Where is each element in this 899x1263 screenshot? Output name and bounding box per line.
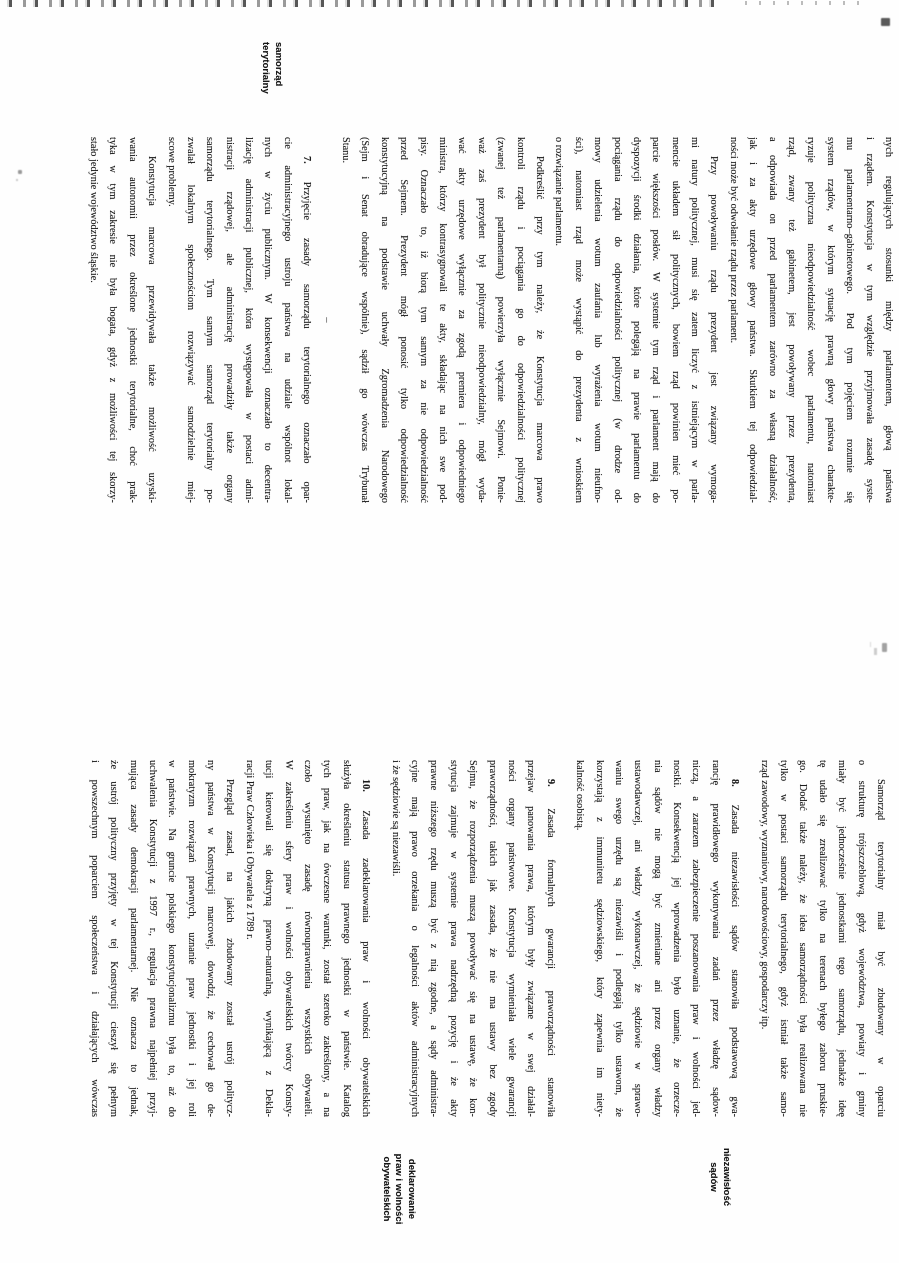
text-line: nych regulujących stosunki między parlamentem, głową państwa (883, 137, 894, 503)
scan-speck-artifact (18, 170, 22, 174)
text-line: Przegląd zasad, na jakich zbudowany został ustrój politycz- (224, 779, 236, 1117)
text-line: lizację administracji publicznej, która występowała w postaci admi- (243, 137, 255, 503)
text-line: i powszechnym poparciem społeczeństwa i działających wówczas (88, 760, 100, 1117)
text-line: tyka w tym zakresie nie była bogata, gdyż z możliwości tej skorzy- (107, 137, 119, 503)
text-line: parcie większości posłów. W systemie tym rząd i parlament mają do (650, 137, 662, 503)
text-line: Stanu. (340, 137, 352, 164)
text-line: ności może być odwołanie rządu przez parlament. (727, 137, 739, 344)
margin-note-line: deklarowanie (406, 1158, 417, 1220)
text-line: ności organy państwowe. Konstytucja wymieniała wiele gwarancji (505, 760, 517, 1117)
text-line: uchwalenia Konstytucji z 1997 r., regulacja prawna najpełniej przyj- (146, 760, 158, 1117)
text-line: (Sejm i Senat obradujące wspólnie), sądził go wówczas Trybunał (359, 137, 371, 503)
text-line: tych praw, jak na ówczesne warunki, został szeroko zakreślony, a na (321, 760, 333, 1117)
margin-note-line: sądów (708, 1162, 720, 1192)
margin-note-deklarowanie-praw (379, 1136, 417, 1242)
margin-note-niezawislosc-sadow (707, 1138, 732, 1216)
text-line: 7. Przyjęcie zasady samorządu terytorialnego oznaczało opar- (301, 156, 313, 503)
left-page-text-block (84, 137, 898, 503)
scan-speck-artifact (882, 643, 887, 652)
text-line: rancję prawidłowego wykonywania zadań przez władzę sądow- (709, 760, 721, 1117)
text-line: nia sądów nie mogą być zmieniane ani przez organy władzy (651, 760, 663, 1117)
text-line: w państwie. Na gruncie polskiego konstytucjonalizmu była to, aż do (166, 760, 178, 1117)
text-line: nistracji rządowej, ale administrację prowadziły także organy (223, 137, 235, 503)
text-line: o rozwiązanie parlamentu. (553, 137, 565, 246)
text-line: stało jedynie województwo śląskie. (87, 137, 99, 283)
text-line: pisy. Oznaczało to, iż biorą tym samym za nie odpowiedzialność (417, 137, 429, 503)
text-line: ści), natomiast rząd może wystąpić do prezydenta z wnioskiem (572, 137, 584, 503)
text-line: racji Praw Człowieka i Obywatela z 1789 r. (243, 760, 255, 940)
text-line: konstytucyjną na podstawie uchwały Zgromadzenia Narodowego (378, 137, 390, 503)
text-line: jak i za akty urzędowe głowy państwa. Skutkiem tej odpowiedzial- (747, 137, 759, 503)
scan-edge-noise (0, 0, 714, 7)
text-line: scowe problemy. (165, 137, 177, 207)
text-line: ryzuje polityczna nieodpowiedzialność wobec parlamentu, natomiast (805, 137, 817, 503)
text-line: i że sędziowie są niezawiśli. (389, 760, 401, 877)
margin-note-line: obywatelskich (380, 1156, 392, 1222)
text-line: mi natury politycznej, musi się zatem liczyć z istniejącym w parla- (689, 137, 701, 503)
text-line: prawne niższego rzędu muszą być z nią zgodne, a sądy administra- (428, 760, 440, 1117)
text-line: rząd zawodowy, wyznaniowy, narodowościowy, gospodarczy itp. (758, 760, 770, 1030)
text-line: samorządu terytorialnego. Tym samym samorząd terytorialny po- (204, 137, 216, 503)
scan-artifact-dash: – (320, 317, 332, 323)
text-line: przejaw panowania prawa, którym były związane w swej działal- (525, 760, 537, 1117)
margin-note-line: terytorialny (260, 42, 272, 94)
text-line: kontroli rządu i pociągania go do odpowiedzialności politycznej (514, 137, 526, 503)
margin-note-line: praw i wolności (393, 1153, 405, 1225)
text-line: Podkreślić przy tym należy, że Konstytucja marcowa prawo (533, 156, 545, 503)
text-line: czoło wysunięto zasadę równouprawnienia wszystkich obywateli. (302, 760, 314, 1117)
text-line: mowy udzielenia wotum zaufania lub wyrażenia wotum nieufno- (592, 137, 604, 503)
text-line: Konstytucja marcowa przewidywała także możliwość uzyski- (146, 156, 158, 503)
text-line: i rządem. Konstytucja w tym względzie przyjmowała zasadę syste- (863, 137, 875, 503)
text-line: wać akty urzędowe wyłącznie za zgodą premiera i odpowiedniego (456, 137, 468, 503)
text-line: mu parlamentarno–gabinetowego. Pod tym pojęciem rozumie się (844, 137, 856, 503)
text-line: nostki. Konsekwencją jej wprowadzenia było uznanie, że orzecze- (671, 760, 683, 1117)
text-line: nych w życiu publicznym. W konsekwencji oznaczało to decentra- (262, 137, 274, 503)
scan-edge-noise (739, 1, 859, 5)
margin-note-line: niezawisłość (721, 1147, 732, 1207)
text-line: pociągania rządu do odpowiedzialności politycznej (w drodze od- (611, 137, 623, 503)
text-line: rząd, zwany też gabinetem, jest powoływany przez prezydenta, (786, 137, 798, 503)
text-line: waż zaś prezydent był politycznie nieodpowiedzialny, mógł wyda- (475, 137, 487, 503)
text-line: W zakreśleniu sfery praw i wolności obywatelskich twórcy Konsty- (282, 760, 294, 1117)
text-line: zwalał lokalnym społecznościom rozwiązywać samodzielnie miej- (184, 137, 196, 503)
text-line: że ustrój polityczny przyjęty w tej Konstytucji cieszył się pełnym (108, 760, 120, 1117)
text-line: służyła określeniu statusu prawnego jednostki w państwie. Katalog (340, 760, 352, 1117)
text-line: tę udało się zrealizować tylko na terenach byłego zaboru pruskie- (816, 760, 828, 1117)
text-line: Samorząd terytorialny miał być zbudowany w oparciu (875, 779, 886, 1117)
text-line: Sejmu, że rozporządzenia muszą powoływać się na ustawę, że kon- (467, 760, 479, 1117)
text-line: tucji kierowali się doktryną prawno–naturalną, wynikającą z Dekla- (263, 760, 275, 1117)
text-line: ustawodawczej, ani władzy wykonawczej, że sędziowie w sprawo- (632, 760, 644, 1117)
text-line: niczą, a zarazem zabezpieczenie poszanowania praw i wolności jed- (690, 760, 702, 1117)
text-line: 9. Zasada formalnych gwarancji praworządności stanowiła (544, 779, 556, 1117)
text-line: mencie układem sił politycznych, bowiem rząd powinien mieć po- (669, 137, 681, 503)
text-line: tylko w postaci samorządu terytorialnego, gdyż istniał także samo- (778, 760, 790, 1117)
text-line: cie administracyjnego ustroju państwa na udziale wspólnot lokal- (281, 137, 293, 503)
text-line: cyjne mają prawo orzekania o legalności aktów administracyjnych (409, 760, 421, 1117)
text-line: system rządów, w którym sytuację prawną głowy państwa charakte- (824, 137, 836, 503)
text-line: waniu swego urzędu są niezawiśli i podlegają tylko ustawom, że (612, 760, 624, 1117)
text-line: 10. Zasada zadeklarowania praw i wolności obywatelskich (360, 779, 372, 1117)
text-line: o strukturę trójszczeblową, gdyż województwa, powiaty i gminy (855, 760, 867, 1117)
text-line: przed Sejmem. Prezydent mógł ponosić tylko odpowiedzialność (398, 137, 410, 503)
margin-note-line: samorząd (273, 42, 284, 87)
text-line: praworządności, takich jak zasada, że nie ma ustawy bez zgody (486, 760, 498, 1117)
text-line: a odpowiada on przed parlamentem zarówno za własną działalność, (766, 137, 778, 503)
text-line: stytucja zajmuje w systemie prawa nadrzędną pozycję i że akty (447, 760, 459, 1117)
text-line: wania autonomii przez określone jednostki terytorialne, choć prak- (126, 137, 138, 503)
page-number-smudge (881, 18, 890, 26)
margin-note-samorzad-terytorialny (259, 42, 284, 134)
text-line: mokratyzm rozwiązań prawnych, uznanie praw jednostki i jej roli (185, 760, 197, 1117)
text-line: (zwanej też parlamentarną) powierzyła wyłącznie Sejmowi. Ponie- (495, 137, 507, 503)
text-line: mująca zasady demokracji parlamentarnej. Nie oznacza to jednak, (127, 760, 139, 1117)
text-line: Przy powoływaniu rządu prezydent jest związany wymoga- (708, 156, 720, 503)
text-line: ny państwa w Konstytucji marcowej, dowodzi, że cechował go de- (205, 760, 217, 1117)
right-page-text-block (84, 760, 890, 1117)
text-line: ministra, którzy kontrasygnowali te akty, składając na nich swe pod- (437, 137, 449, 503)
text-line: miały być jednocześnie jednostkami tego samorządu, jednakże ideę (836, 760, 848, 1117)
text-line: go. Dodać także należy, że idea samorządności była realizowana nie (797, 760, 809, 1117)
text-line: 8. Zasada niezawisłości sądów stanowiła podstawową gwa- (729, 779, 741, 1117)
text-line: kalność osobistą. (574, 760, 586, 831)
text-line: dyspozycji środki działania, które polegają na prawie parlamentu do (630, 137, 642, 503)
text-line: korzystają z immunitetu sędziowskiego, który zapewnia im niety- (593, 760, 605, 1117)
